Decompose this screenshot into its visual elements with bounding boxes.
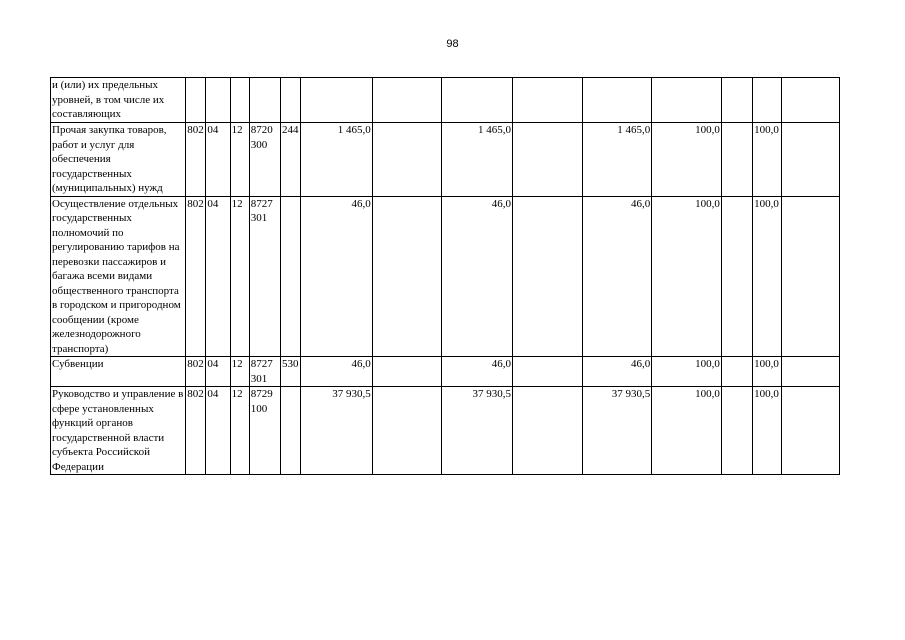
blank-cell bbox=[721, 196, 752, 357]
blank-cell bbox=[513, 123, 583, 197]
blank-cell bbox=[721, 78, 752, 123]
percent-2-cell bbox=[753, 78, 782, 123]
page-number: 98 bbox=[446, 38, 459, 50]
percent-2-cell: 100,0 bbox=[753, 357, 782, 387]
percent-1-cell: 100,0 bbox=[652, 123, 722, 197]
budget-table bbox=[50, 77, 840, 475]
ved-cell: 802 bbox=[186, 357, 206, 387]
blank-cell bbox=[372, 78, 442, 123]
value-3-cell: 1 465,0 bbox=[582, 123, 652, 197]
row-name-cell: Осуществление отдельных государственных полномочий по регулированию тарифов на перевозки пассажиров и багажа всеми видами общественного транспорта в городском и пригородном сообщении (кроме железнодорожного транспорта) bbox=[51, 196, 186, 357]
csr-cell: 8727 301 bbox=[249, 357, 280, 387]
blank-cell bbox=[513, 78, 583, 123]
vr-cell bbox=[280, 196, 300, 357]
ved-cell: 802 bbox=[186, 387, 206, 475]
value-3-cell: 46,0 bbox=[582, 357, 652, 387]
value-1-cell bbox=[301, 78, 373, 123]
blank-cell bbox=[782, 387, 840, 475]
rz-cell: 04 bbox=[206, 387, 230, 475]
row-name-cell: Прочая закупка товаров, работ и услуг для обеспечения государственных (муниципальных) нужд bbox=[51, 123, 186, 197]
blank-cell bbox=[782, 357, 840, 387]
blank-cell bbox=[372, 357, 442, 387]
ved-cell bbox=[186, 78, 206, 123]
csr-cell: 8727 301 bbox=[249, 196, 280, 357]
ved-cell: 802 bbox=[186, 123, 206, 197]
blank-cell bbox=[721, 123, 752, 197]
value-1-cell: 46,0 bbox=[301, 357, 373, 387]
table-row bbox=[51, 123, 840, 197]
csr-cell: 8720 300 bbox=[249, 123, 280, 197]
blank-cell bbox=[372, 196, 442, 357]
pr-cell bbox=[230, 78, 249, 123]
percent-2-cell: 100,0 bbox=[753, 387, 782, 475]
pr-cell: 12 bbox=[230, 357, 249, 387]
percent-1-cell: 100,0 bbox=[652, 387, 722, 475]
blank-cell bbox=[372, 387, 442, 475]
rz-cell bbox=[206, 78, 230, 123]
table-row bbox=[51, 196, 840, 357]
vr-cell: 244 bbox=[280, 123, 300, 197]
table-row bbox=[51, 357, 840, 387]
blank-cell bbox=[721, 357, 752, 387]
value-2-cell: 1 465,0 bbox=[442, 123, 513, 197]
pr-cell: 12 bbox=[230, 387, 249, 475]
value-2-cell: 46,0 bbox=[442, 196, 513, 357]
vr-cell: 530 bbox=[280, 357, 300, 387]
percent-2-cell: 100,0 bbox=[753, 196, 782, 357]
percent-1-cell: 100,0 bbox=[652, 196, 722, 357]
value-2-cell: 46,0 bbox=[442, 357, 513, 387]
percent-1-cell bbox=[652, 78, 722, 123]
table-body bbox=[51, 78, 840, 475]
pr-cell: 12 bbox=[230, 196, 249, 357]
row-name-cell: Руководство и управление в сфере установленных функций органов государственной власти субъекта Российской Федерации bbox=[51, 387, 186, 475]
blank-cell bbox=[721, 387, 752, 475]
csr-cell: 8729 100 bbox=[249, 387, 280, 475]
blank-cell bbox=[513, 357, 583, 387]
pr-cell: 12 bbox=[230, 123, 249, 197]
table-row bbox=[51, 387, 840, 475]
value-3-cell bbox=[582, 78, 652, 123]
rz-cell: 04 bbox=[206, 123, 230, 197]
csr-cell bbox=[249, 78, 280, 123]
value-3-cell: 46,0 bbox=[582, 196, 652, 357]
blank-cell bbox=[782, 196, 840, 357]
value-1-cell: 1 465,0 bbox=[301, 123, 373, 197]
blank-cell bbox=[513, 387, 583, 475]
percent-1-cell: 100,0 bbox=[652, 357, 722, 387]
rz-cell: 04 bbox=[206, 196, 230, 357]
table-row bbox=[51, 78, 840, 123]
blank-cell bbox=[513, 196, 583, 357]
vr-cell bbox=[280, 387, 300, 475]
value-2-cell bbox=[442, 78, 513, 123]
value-1-cell: 37 930,5 bbox=[301, 387, 373, 475]
row-name-cell: Субвенции bbox=[51, 357, 186, 387]
row-name-cell: и (или) их предельных уровней, в том числе их составляющих bbox=[51, 78, 186, 123]
value-1-cell: 46,0 bbox=[301, 196, 373, 357]
value-2-cell: 37 930,5 bbox=[442, 387, 513, 475]
percent-2-cell: 100,0 bbox=[753, 123, 782, 197]
blank-cell bbox=[782, 123, 840, 197]
value-3-cell: 37 930,5 bbox=[582, 387, 652, 475]
rz-cell: 04 bbox=[206, 357, 230, 387]
ved-cell: 802 bbox=[186, 196, 206, 357]
vr-cell bbox=[280, 78, 300, 123]
blank-cell bbox=[782, 78, 840, 123]
blank-cell bbox=[372, 123, 442, 197]
